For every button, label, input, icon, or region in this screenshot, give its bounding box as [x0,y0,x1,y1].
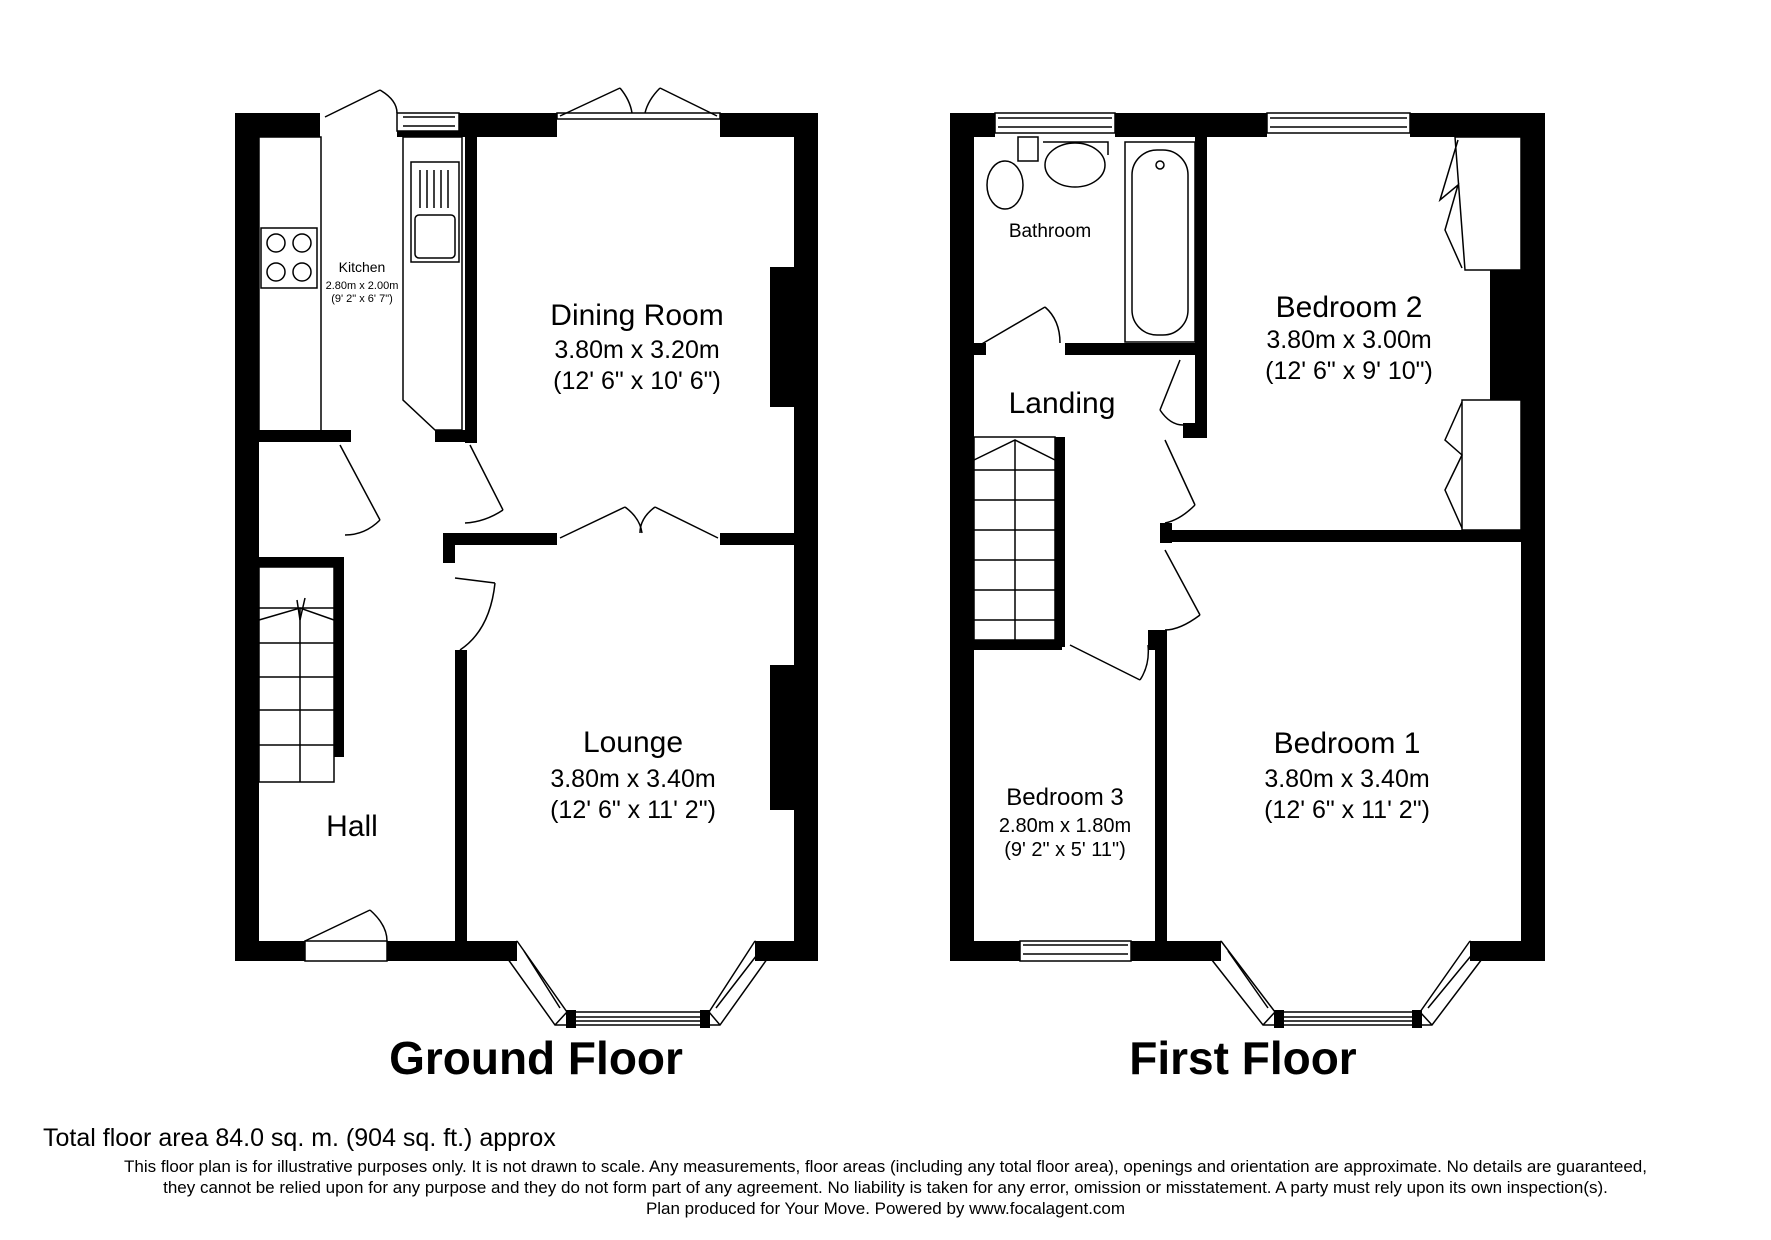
kitchen-metric: 2.80m x 2.00m [325,280,399,292]
total-floor-area: Total floor area 84.0 sq. m. (904 sq. ft.) approx [43,1124,556,1152]
bedroom-3-name: Bedroom 3 [1006,784,1124,811]
disclaimer-line-1: This floor plan is for illustrative purposes only. It is not drawn to scale. Any measurements, floor areas (including any total floor area), openings and orientation are approximate. No details are guaranteed, [124,1157,1647,1176]
lounge-imperial: (12' 6" x 11' 2") [550,796,716,824]
hall-name: Hall [326,810,378,843]
bedroom-1-name: Bedroom 1 [1273,727,1421,760]
dining-room-name: Dining Room [550,299,724,332]
landing-name: Landing [1008,387,1116,420]
bedroom-2-imperial: (12' 6" x 9' 10") [1265,357,1433,385]
bedroom-1-metric: 3.80m x 3.40m [1264,765,1430,793]
ground-floor-stairs [259,567,334,782]
first-floor-stairs [974,437,1055,640]
kitchen-name: Kitchen [338,259,386,275]
bedroom-3-imperial: (9' 2" x 5' 11") [1004,839,1126,861]
first-floor-title: First Floor [1129,1032,1357,1084]
bedroom-2-metric: 3.80m x 3.00m [1266,326,1432,354]
ground-floor-walls [235,113,818,961]
lounge-name: Lounge [582,726,684,759]
kitchen-imperial: (9' 2" x 6' 7") [331,293,393,305]
bedroom-3-metric: 2.80m x 1.80m [998,815,1132,837]
plan-credit: Plan produced for Your Move. Powered by www.focalagent.com [645,1199,1126,1218]
disclaimer-line-2: they cannot be relied upon for any purpose and they do not form part of any agreement. No liability is taken for any error, omission or misstatement. A party must rely upon its own inspection(s). [163,1178,1608,1197]
bedroom-2-name: Bedroom 2 [1275,291,1423,324]
first-floor-bay-window [1208,941,1485,1028]
dining-room-imperial: (12' 6" x 10' 6") [553,367,721,395]
ground-floor-bay-window [505,941,770,1028]
lounge-metric: 3.80m x 3.40m [550,765,716,793]
dining-room-metric: 3.80m x 3.20m [554,336,720,364]
ground-floor-title: Ground Floor [389,1032,683,1084]
bedroom-1-imperial: (12' 6" x 11' 2") [1264,796,1430,824]
bathroom-name: Bathroom [1008,221,1092,242]
